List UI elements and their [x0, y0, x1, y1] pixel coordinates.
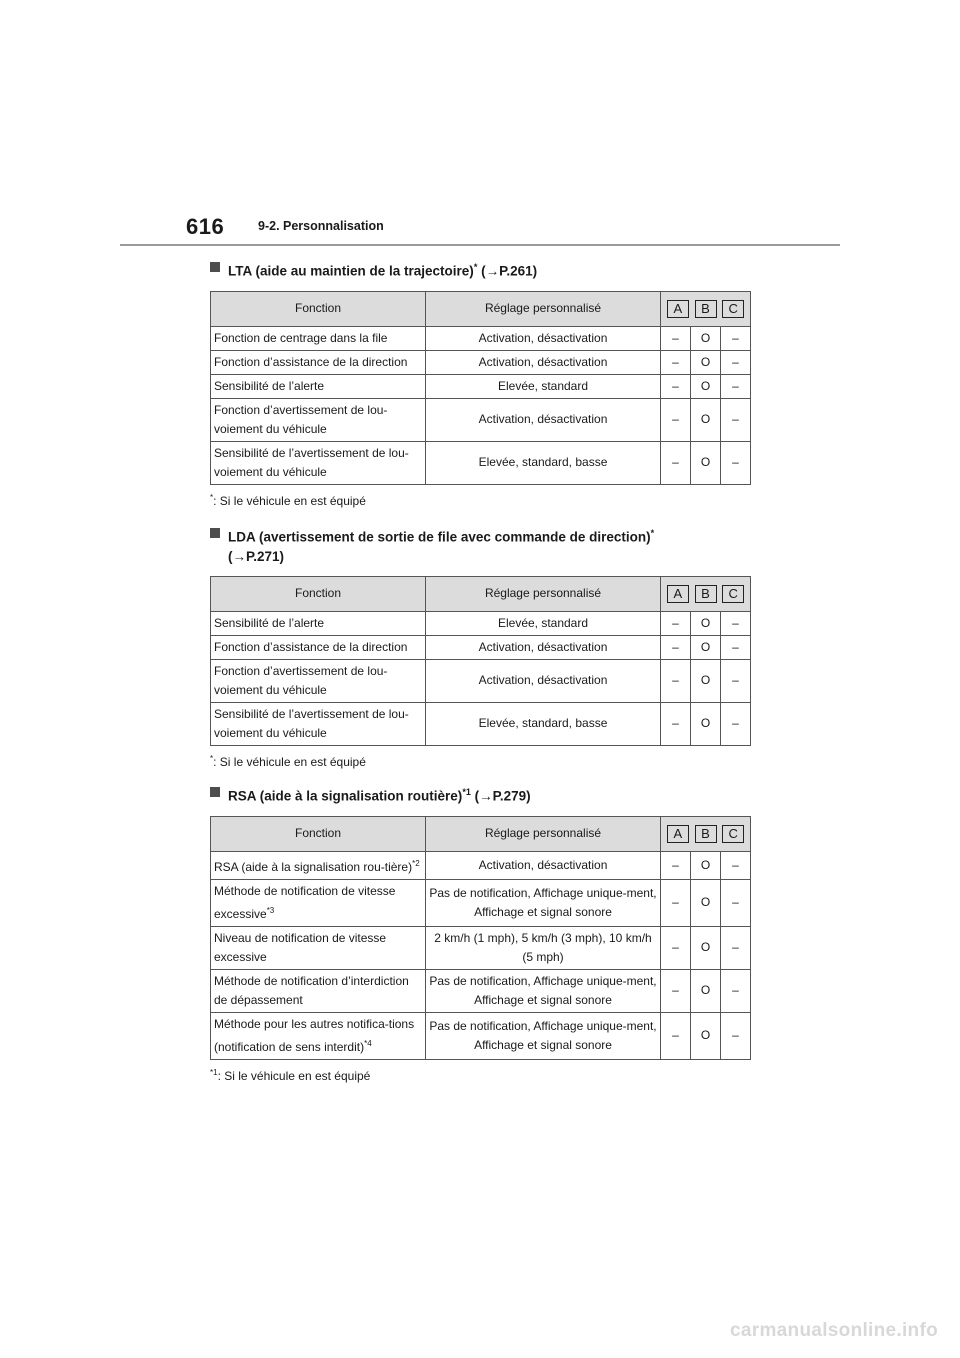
cell-setting: Elevée, standard, basse — [426, 441, 661, 484]
table-row — [211, 611, 751, 635]
cell-function — [211, 635, 426, 659]
cell-b: O — [691, 374, 721, 398]
cell-c: – — [721, 926, 751, 969]
cell-function — [211, 879, 426, 926]
section-title: LTA (aide au maintien de la trajectoire) — [228, 263, 474, 279]
cell-setting: Elevée, standard, basse — [426, 702, 661, 745]
header-function: Fonction — [211, 816, 426, 851]
header-function: Fonction — [211, 576, 426, 611]
cell-function — [211, 659, 426, 702]
watermark: carmanualsonline.info — [730, 1320, 938, 1341]
section-heading — [210, 258, 770, 281]
cell-c: – — [721, 441, 751, 484]
header-col-c: C — [722, 300, 744, 318]
header-abc — [661, 576, 751, 611]
function-text: Méthode de notification de vitesse excessive — [214, 883, 396, 921]
header-rule — [120, 244, 840, 246]
cell-b: O — [691, 635, 721, 659]
settings-table — [210, 816, 751, 1060]
cell-setting: Activation, désactivation — [426, 851, 661, 879]
cell-a: – — [661, 611, 691, 635]
function-sup: *4 — [364, 1038, 372, 1048]
section-heading — [210, 783, 770, 806]
cell-b: O — [691, 326, 721, 350]
cell-a: – — [661, 350, 691, 374]
bullet-square-icon — [210, 528, 220, 538]
cell-b: O — [691, 350, 721, 374]
table-row — [211, 969, 751, 1012]
cell-setting: Elevée, standard — [426, 611, 661, 635]
cell-function — [211, 969, 426, 1012]
cell-a: – — [661, 702, 691, 745]
cell-a: – — [661, 398, 691, 441]
function-text: Méthode de notification d’interdiction de dépassement — [214, 973, 409, 1007]
cell-a: – — [661, 635, 691, 659]
header-abc — [661, 291, 751, 326]
cell-b: O — [691, 851, 721, 879]
note-sup: * — [210, 492, 214, 502]
function-text: Fonction d’avertissement de lou-voiement du véhicule — [214, 663, 388, 697]
cell-c: – — [721, 374, 751, 398]
section-title: LDA (avertissement de sortie de file avec commande de direction) — [228, 529, 651, 545]
cell-a: – — [661, 659, 691, 702]
header-col-a: A — [667, 300, 689, 318]
cell-setting: Activation, désactivation — [426, 635, 661, 659]
header-col-b: B — [695, 300, 717, 318]
title-sup: *1 — [462, 787, 471, 797]
cell-b: O — [691, 659, 721, 702]
title-sup: * — [473, 262, 478, 272]
cell-a: – — [661, 926, 691, 969]
cell-setting: Pas de notification, Affichage unique-ment, Affichage et signal sonore — [426, 1012, 661, 1059]
function-text: Sensibilité de l’alerte — [214, 378, 325, 393]
cell-b: O — [691, 926, 721, 969]
note-text: : Si le véhicule en est équipé — [217, 1068, 371, 1083]
cell-b: O — [691, 702, 721, 745]
function-text: Sensibilité de l’avertissement de lou-voiement du véhicule — [214, 445, 409, 479]
cell-a: – — [661, 374, 691, 398]
page-number: 616 — [186, 214, 225, 239]
function-text: Fonction d’avertissement de lou-voiement du véhicule — [214, 402, 388, 436]
note-sup: *1 — [210, 1067, 218, 1077]
cell-b: O — [691, 611, 721, 635]
cell-c: – — [721, 702, 751, 745]
header-col-a: A — [667, 825, 689, 843]
table-row — [211, 1012, 751, 1059]
cell-a: – — [661, 969, 691, 1012]
note-text: : Si le véhicule en est équipé — [213, 754, 366, 769]
cell-c: – — [721, 969, 751, 1012]
cell-function — [211, 374, 426, 398]
cell-b: O — [691, 879, 721, 926]
table-row — [211, 350, 751, 374]
table-row — [211, 374, 751, 398]
section-title: RSA (aide à la signalisation routière) — [228, 788, 463, 804]
cell-setting: Activation, désactivation — [426, 326, 661, 350]
footnote — [210, 1068, 770, 1083]
table-row — [211, 635, 751, 659]
cell-function — [211, 702, 426, 745]
cell-function — [211, 398, 426, 441]
cell-c: – — [721, 635, 751, 659]
section-rsa — [210, 783, 770, 1083]
table-header-row — [211, 291, 751, 326]
settings-table — [210, 576, 751, 746]
section-lta — [210, 258, 770, 508]
header-col-c: C — [722, 825, 744, 843]
cell-c: – — [721, 611, 751, 635]
cell-setting: Pas de notification, Affichage unique-ment, Affichage et signal sonore — [426, 969, 661, 1012]
header-setting: Réglage personnalisé — [426, 576, 661, 611]
bullet-square-icon — [210, 262, 220, 272]
footnote — [210, 493, 770, 508]
table-row — [211, 702, 751, 745]
cell-function — [211, 611, 426, 635]
cell-setting: Elevée, standard — [426, 374, 661, 398]
function-text: Fonction d’assistance de la direction — [214, 639, 408, 654]
cell-b: O — [691, 969, 721, 1012]
section-lda — [210, 524, 770, 769]
cell-function — [211, 350, 426, 374]
cell-a: – — [661, 1012, 691, 1059]
cell-c: – — [721, 879, 751, 926]
bullet-square-icon — [210, 787, 220, 797]
function-text: Sensibilité de l’alerte — [214, 615, 325, 630]
table-row — [211, 441, 751, 484]
cell-a: – — [661, 441, 691, 484]
function-text: Fonction d’assistance de la direction — [214, 354, 408, 369]
settings-table — [210, 291, 751, 485]
cell-c: – — [721, 326, 751, 350]
note-sup: * — [210, 753, 214, 763]
table-row — [211, 879, 751, 926]
table-row — [211, 926, 751, 969]
cell-function — [211, 326, 426, 350]
cell-c: – — [721, 851, 751, 879]
cell-setting: Activation, désactivation — [426, 659, 661, 702]
cell-a: – — [661, 879, 691, 926]
cell-c: – — [721, 1012, 751, 1059]
table-row — [211, 326, 751, 350]
table-header-row — [211, 816, 751, 851]
title-sup: * — [650, 528, 655, 538]
cell-c: – — [721, 350, 751, 374]
cell-setting: Activation, désactivation — [426, 398, 661, 441]
function-text: Niveau de notification de vitesse excessive — [214, 930, 387, 964]
header-function: Fonction — [211, 291, 426, 326]
cell-setting: Pas de notification, Affichage unique-ment, Affichage et signal sonore — [426, 879, 661, 926]
function-text: Méthode pour les autres notifica-tions (notification de sens interdit) — [214, 1016, 415, 1054]
page-ref: (→P.271) — [228, 548, 285, 564]
cell-a: – — [661, 326, 691, 350]
chapter-title: 9-2. Personnalisation — [258, 219, 384, 233]
function-sup: *3 — [266, 905, 275, 915]
page-ref: (→P.261) — [477, 263, 538, 279]
section-heading — [210, 524, 770, 566]
header-setting: Réglage personnalisé — [426, 291, 661, 326]
table-row — [211, 659, 751, 702]
table-header-row — [211, 576, 751, 611]
cell-b: O — [691, 441, 721, 484]
cell-a: – — [661, 851, 691, 879]
function-sup: *2 — [412, 858, 420, 868]
header-setting: Réglage personnalisé — [426, 816, 661, 851]
table-row — [211, 851, 751, 879]
header-col-b: B — [695, 585, 717, 603]
cell-function — [211, 851, 426, 879]
function-text: Fonction de centrage dans la file — [214, 330, 388, 345]
cell-b: O — [691, 398, 721, 441]
cell-setting: 2 km/h (1 mph), 5 km/h (3 mph), 10 km/h (5 mph) — [426, 926, 661, 969]
header-col-c: C — [722, 585, 744, 603]
footnote — [210, 754, 770, 769]
cell-function — [211, 926, 426, 969]
note-text: : Si le véhicule en est équipé — [213, 493, 366, 508]
header-col-a: A — [667, 585, 689, 603]
cell-c: – — [721, 398, 751, 441]
table-row — [211, 398, 751, 441]
page-ref: (→P.279) — [470, 788, 531, 804]
cell-b: O — [691, 1012, 721, 1059]
function-text: RSA (aide à la signalisation rou-tière) — [214, 859, 413, 874]
header-abc — [661, 816, 751, 851]
header-col-b: B — [695, 825, 717, 843]
cell-function — [211, 441, 426, 484]
cell-function — [211, 1012, 426, 1059]
cell-c: – — [721, 659, 751, 702]
function-text: Sensibilité de l’avertissement de lou-voiement du véhicule — [214, 706, 409, 740]
cell-setting: Activation, désactivation — [426, 350, 661, 374]
